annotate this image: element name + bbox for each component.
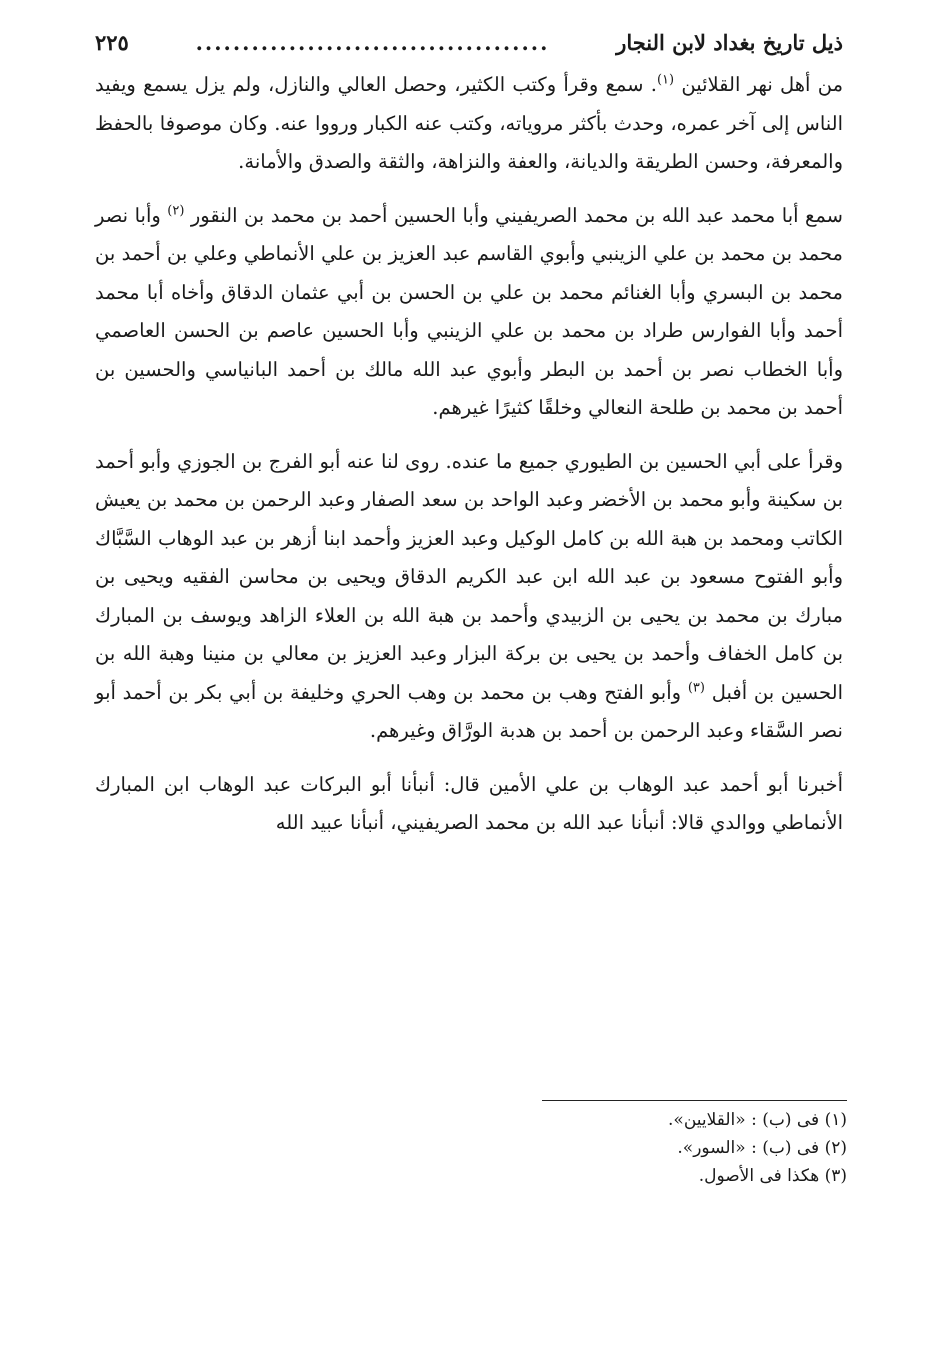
paragraph-text: وأبو الفتح وهب بن محمد بن وهب الحري وخليفة بن أبي بكر بن أحمد أبو نصر السَّقاء وعبد الرحمن بن أحمد بن هدبة الورَّاق وغيرهم. [95,680,843,742]
book-title: ذيل تاريخ بغداد لابن النجار [616,30,843,55]
footnote-separator [542,1100,847,1101]
footnote-1: (١) فى (ب) : «القلايين». [668,1110,847,1130]
footnote-marker: (٣) [687,680,705,695]
footnotes [668,1106,847,1190]
header-leader-dots: ...................................... [195,30,550,55]
paragraph-text: وأبا نصر محمد بن محمد بن علي الزينبي وأبوي القاسم عبد العزيز بن علي الأنماطي وعلي بن أحمد بن محمد بن البسري وأبا الغنائم محمد بن علي بن الحسن بن أبي عثمان الدقاق وأخاه أبا محمد أحمد وأبا الفوارس طراد بن محمد بن علي الزينبي وأبا الحسين عاصم بن الحسن العاصمي وأبا الخطاب نصر بن أحمد بن البطر وأبوي عبد الله مالك بن أحمد البانياسي والحسين بن أحمد بن محمد بن طلحة النعالي وخلقًا كثيرًا غيرهم. [95,203,843,419]
footnote-marker: (١) [656,72,675,88]
paragraph-2 [95,197,843,428]
paragraph-text: . سمع وقرأ وكتب الكثير، وحصل العالي والنازل، ولم يزل يسمع ويفيد الناس إلى آخر عمره، وحدث بأكثر مروياته، وكتب عنه الكبار ورووا عنه. وكان موصوفا بالحفظ والمعرفة، وحسن الطريقة والديانة، والعفة والنزاهة، والثقة والصدق والأمانة. [95,73,843,173]
footnote-marker: (٢) [167,203,185,218]
footnote-2: (٢) فى (ب) : «السور». [677,1138,847,1158]
paragraph-3 [95,443,843,751]
page-number: ٢٢٥ [95,30,129,55]
paragraph-4 [95,766,843,843]
paragraph-1 [95,66,843,182]
paragraph-text: وقرأ على أبي الحسين بن الطيوري جميع ما عنده. روى لنا عنه أبو الفرج بن الجوزي وأبو أحمد بن سكينة وأبو محمد بن الأخضر وعبد الواحد بن سعد الصفار وعبد الرحمن بن محمد بن يعيش الكاتب ومحمد بن هبة الله بن كامل الوكيل وعبد العزيز وأحمد ابنا أزهر بن عبد الوهاب السَّبَّاك وأبو الفتوح مسعود بن عبد الله ابن عبد الكريم الدقاق ويحيى بن محاسن الفقيه ويحيى بن مبارك بن محمد بن يحيى بن الزبيدي وأحمد بن هبة الله بن العلاء الزاهد ويوسف بن المبارك بن كامل الخفاف وأحمد بن يحيى بن بركة البزار وعبد العزيز بن معالي بن منينا وهبة الله بن الحسين بن أفبل [95,449,843,704]
paragraph-text: من أهل نهر القلائين [681,73,844,96]
running-header [95,28,843,58]
footnote-3: (٣) هكذا فى الأصول. [698,1166,847,1186]
paragraph-text: أخبرنا أبو أحمد عبد الوهاب بن علي الأمين قال: أنبأنا أبو البركات عبد الوهاب ابن المبارك الأنماطي ووالدي قالا: أنبأنا عبد الله بن محمد الصريفيني، أنبأنا عبيد الله [95,772,843,834]
book-page [95,28,843,843]
paragraph-text: سمع أبا محمد عبد الله بن محمد الصريفيني وأبا الحسين أحمد بن محمد بن النقور [190,203,844,227]
